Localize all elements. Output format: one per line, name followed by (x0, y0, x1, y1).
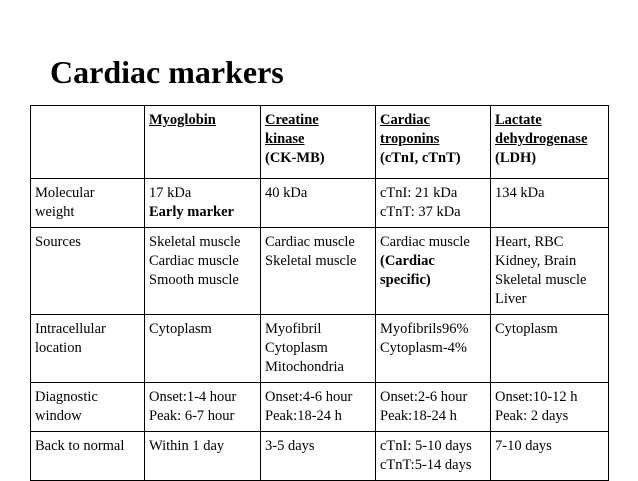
cell-line: 17 kDa (149, 185, 192, 201)
row-label-intracellular-location (31, 315, 145, 383)
cell-ckmb-back-to-normal (261, 432, 376, 481)
table-header-row (31, 106, 609, 179)
header-cardiac-troponins (376, 106, 491, 179)
header-corner-cell (31, 106, 145, 179)
header-lactate-dehydrogenase (491, 106, 609, 179)
row-label-line: Back to normal (35, 438, 125, 454)
cell-line: Onset:1-4 hour (149, 389, 237, 405)
cell-line: Peak: 6-7 hour (149, 408, 235, 424)
header-ldh-line-3: (LDH) (495, 150, 537, 166)
cell-line: Cytoplasm-4% (380, 340, 467, 356)
cell-line: 40 kDa (265, 185, 308, 201)
header-ck-line-1: Creatine (265, 112, 319, 128)
cell-line: cTnI: 5-10 days (380, 438, 472, 454)
cell-line: Peak:18-24 h (380, 408, 457, 424)
cell-line: Mitochondria (265, 359, 344, 375)
row-label-line: Sources (35, 234, 81, 250)
cell-myoglobin-diagnostic-window (145, 383, 261, 432)
cell-line: Peak: 2 days (495, 408, 569, 424)
header-ck-line-3: (CK-MB) (265, 150, 325, 166)
cell-line: Cytoplasm (265, 340, 328, 356)
early-marker-note: Early marker (149, 204, 234, 220)
cell-line: Heart, RBC (495, 234, 564, 250)
row-label-line: Intracellular (35, 321, 106, 337)
cell-ldh-diagnostic-window (491, 383, 609, 432)
cell-line: Onset:4-6 hour (265, 389, 353, 405)
cell-line: Cardiac muscle (380, 234, 470, 250)
cell-line: Onset:2-6 hour (380, 389, 468, 405)
header-ldh-line-1: Lactate (495, 112, 542, 128)
row-label-line: Diagnostic (35, 389, 98, 405)
header-ck-line-2: kinase (265, 131, 305, 147)
table-row-back-to-normal (31, 432, 609, 481)
header-troponins-line-2: troponins (380, 131, 440, 147)
cell-line: Liver (495, 291, 527, 307)
header-creatine-kinase (261, 106, 376, 179)
row-label-diagnostic-window (31, 383, 145, 432)
cell-myoglobin-back-to-normal (145, 432, 261, 481)
slide-title: Cardiac markers (50, 54, 284, 90)
cardiac-specific-note: (Cardiac (380, 253, 435, 269)
cell-ckmb-molecular-weight (261, 179, 376, 228)
cell-troponins-diagnostic-window (376, 383, 491, 432)
cell-line: 3-5 days (265, 438, 315, 454)
table-row-intracellular-location (31, 315, 609, 383)
cell-ldh-molecular-weight (491, 179, 609, 228)
row-label-line: window (35, 408, 82, 424)
cell-ldh-sources (491, 228, 609, 315)
cell-troponins-back-to-normal (376, 432, 491, 481)
header-troponins-line-1: Cardiac (380, 112, 430, 128)
header-myoglobin (145, 106, 261, 179)
row-label-line: weight (35, 204, 75, 220)
cell-troponins-location (376, 315, 491, 383)
cell-ckmb-location (261, 315, 376, 383)
cardiac-markers-table (30, 105, 609, 481)
table-row-molecular-weight (31, 179, 609, 228)
table-row-diagnostic-window (31, 383, 609, 432)
cell-ldh-location (491, 315, 609, 383)
cell-line: Skeletal muscle (149, 234, 241, 250)
cell-line: 7-10 days (495, 438, 552, 454)
cell-line: Myofibril (265, 321, 322, 337)
cell-line: Kidney, Brain (495, 253, 577, 269)
cell-troponins-molecular-weight (376, 179, 491, 228)
row-label-back-to-normal (31, 432, 145, 481)
cell-line: Within 1 day (149, 438, 225, 454)
cell-ckmb-diagnostic-window (261, 383, 376, 432)
cell-line: cTnI: 21 kDa (380, 185, 458, 201)
table-row-sources (31, 228, 609, 315)
cell-ckmb-sources (261, 228, 376, 315)
cell-myoglobin-location (145, 315, 261, 383)
cell-line: Myofibrils96% (380, 321, 469, 337)
cell-line: Peak:18-24 h (265, 408, 342, 424)
cell-line: Onset:10-12 h (495, 389, 578, 405)
header-myoglobin-line-1: Myoglobin (149, 112, 216, 128)
cell-myoglobin-molecular-weight (145, 179, 261, 228)
cell-line: cTnT:5-14 days (380, 457, 472, 473)
cell-line: Cardiac muscle (149, 253, 239, 269)
cell-ldh-back-to-normal (491, 432, 609, 481)
cell-line: cTnT: 37 kDa (380, 204, 461, 220)
cell-line: 134 kDa (495, 185, 545, 201)
cell-myoglobin-sources (145, 228, 261, 315)
row-label-line: location (35, 340, 82, 356)
header-troponins-line-3: (cTnI, cTnT) (380, 150, 461, 166)
cell-line: Smooth muscle (149, 272, 239, 288)
cell-line: Skeletal muscle (265, 253, 357, 269)
cell-line: Cytoplasm (495, 321, 558, 337)
cell-troponins-sources (376, 228, 491, 315)
row-label-line: Molecular (35, 185, 95, 201)
cell-line: Cardiac muscle (265, 234, 355, 250)
cell-line: Skeletal muscle (495, 272, 587, 288)
row-label-sources (31, 228, 145, 315)
row-label-molecular-weight (31, 179, 145, 228)
header-ldh-line-2: dehydrogenase (495, 131, 588, 147)
cardiac-specific-note: specific) (380, 272, 431, 288)
cell-line: Cytoplasm (149, 321, 212, 337)
